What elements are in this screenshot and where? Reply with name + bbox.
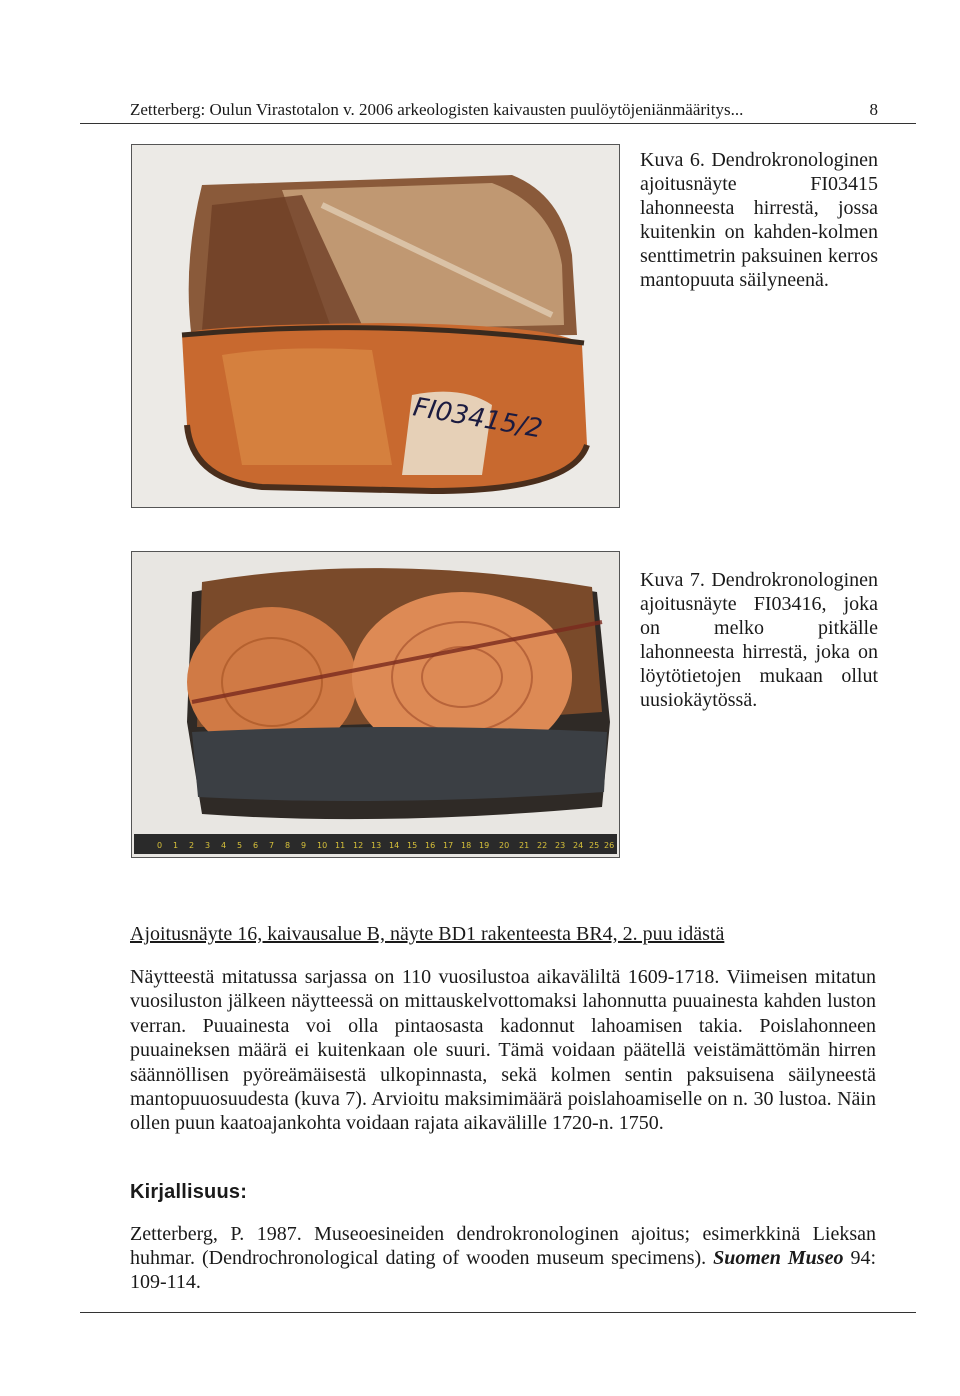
figure-7-photo [131, 551, 620, 858]
ruler-tick: 24 [573, 841, 584, 850]
ruler-tick: 1 [173, 841, 179, 850]
ruler-tick: 3 [205, 841, 211, 850]
running-title: Zetterberg: Oulun Virastotalon v. 2006 arkeologisten kaivausten puulöytöjeniänmääritys... [130, 100, 744, 119]
ruler-tick: 15 [407, 841, 418, 850]
figure-6-caption: Kuva 6. Dendrokronologinen ajoitusnäyte FI03415 lahonneesta hirrestä, jossa kuitenkin on kahden-kolmen senttimetrin paksuinen kerros mantopuuta säilyneenä. [640, 149, 878, 291]
reference-text: Zetterberg, P. 1987. Museoesineiden dendrokronologinen ajoitus; esimerkkinä Lieksan huhmar. (Dendrochronological dating of wooden museum specimens). [130, 1223, 876, 1269]
ruler-tick: 5 [237, 841, 243, 850]
header-rule [80, 123, 916, 124]
ruler-tick: 16 [425, 841, 436, 850]
reference-volume: 94: 109-114. [130, 1247, 876, 1293]
ruler-tick: 12 [353, 841, 364, 850]
ruler-tick: 8 [285, 841, 291, 850]
ruler-tick: 0 [157, 841, 163, 850]
section-title: Ajoitusnäyte 16, kaivausalue B, näyte BD1 rakenteesta BR4, 2. puu idästä [130, 923, 725, 945]
ruler-tick: 13 [371, 841, 382, 850]
wood-sample-fi03415-image [132, 145, 619, 507]
literature-reference [130, 1222, 876, 1294]
journal-name: Suomen Museo [713, 1247, 844, 1269]
ruler-tick: 23 [555, 841, 566, 850]
specimen-label: FI03415/2 [410, 392, 545, 445]
ruler-tick: 18 [461, 841, 472, 850]
ruler-tick: 20 [499, 841, 510, 850]
ruler-tick: 6 [253, 841, 259, 850]
ruler-tick: 11 [335, 841, 346, 850]
figure-7-caption: Kuva 7. Dendrokronologinen ajoitusnäyte FI03416, joka on melko pitkälle lahonneesta hirrestä, joka on löytötietojen mukaan ollut uusiokäytössä. [640, 569, 878, 711]
ruler-tick: 14 [389, 841, 400, 850]
ruler-tick: 9 [301, 841, 307, 850]
literature-heading: Kirjallisuus: [130, 1181, 248, 1203]
body-paragraph: Näytteestä mitatussa sarjassa on 110 vuosilustoa aikaväliltä 1609-1718. Viimeisen mitatun vuosiluston jälkeen näytteessä on mittauskelvottomaksi lahonnutta puuainesta kahden luston verran. Puuainesta voi olla pintaosasta kadonnut lahoamisen takia. Poislahonneen puuaineksen määrä ei kuitenkaan ole suuri. Tämä voidaan päätellä veistämättömän hirren säännöllisen pyöreämäisestä ulkopinnasta, sekä kolmen sentin paksuisena säilyneestä mantopuuosuudesta (kuva 7). Arvioitu maksimimäärä poislahoamiselle on n. 30 lustoa. Näin ollen puun kaatoajankohta voidaan rajata aikavälille 1720-n. 1750. [130, 966, 876, 1135]
ruler-tick: 21 [519, 841, 530, 850]
ruler-tick: 22 [537, 841, 548, 850]
running-header [130, 100, 878, 120]
ruler-tick: 10 [317, 841, 328, 850]
ruler-tick: 2 [189, 841, 195, 850]
page-number: 8 [869, 100, 878, 119]
ruler-tick: 26 [604, 841, 615, 850]
ruler-tick: 7 [269, 841, 275, 850]
figure-6-photo [131, 144, 620, 508]
ruler-tick: 4 [221, 841, 227, 850]
ruler-tick: 25 [589, 841, 600, 850]
footer-rule [80, 1312, 916, 1313]
ruler-tick: 17 [443, 841, 454, 850]
ruler-tick: 19 [479, 841, 490, 850]
wood-sample-fi03416-image [132, 552, 619, 857]
